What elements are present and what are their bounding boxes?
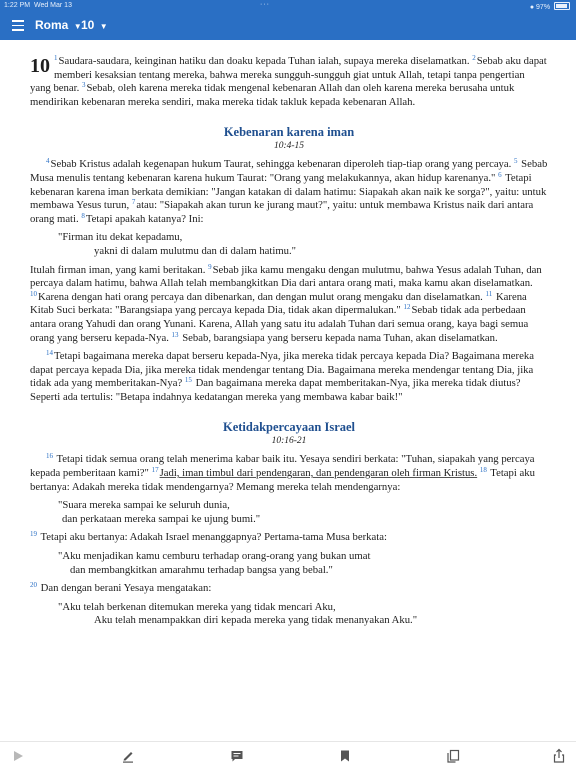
chapter-label: 10 — [81, 18, 95, 32]
verse-number[interactable]: 5 — [514, 157, 518, 166]
pencil-icon[interactable] — [120, 748, 136, 764]
verse-number[interactable]: 8 — [81, 211, 85, 220]
status-time-date: 1:22 PM Wed Mar 13 — [4, 2, 72, 9]
verse-text[interactable]: Tetapi bagaimana mereka dapat berseru kepada-Nya, jika mereka tidak percaya kepada Dia? Bagaimana mereka dapat percaya kepada Dia, jika mereka tidak mendengar tentang Dia. Bagaimana mereka mendengar tentang Dia, jika tidak ada yang memberitakan-Nya? — [30, 350, 534, 390]
multitask-dots: ··· — [260, 1, 270, 8]
paragraph — [30, 453, 548, 494]
verse-number[interactable]: 10 — [30, 289, 37, 298]
section-reference: 10:4-15 — [273, 141, 305, 152]
poetry-block — [58, 601, 548, 628]
section-heading: Kebenaran karena iman — [223, 125, 355, 140]
wifi-icon: ● — [529, 4, 535, 11]
poetry-block — [58, 231, 548, 258]
poetry-line[interactable]: "Aku telah berkenan ditemukan mereka yang tidak mencari Aku, — [58, 600, 336, 613]
share-icon[interactable] — [551, 748, 567, 764]
verse-number[interactable]: 9 — [208, 262, 212, 271]
paragraph — [30, 531, 548, 545]
verse-text[interactable]: atau: "Siapakah akan turun ke jurang maut?", yaitu: untuk membawa Kristus naik dari antara orang mati. — [30, 199, 534, 225]
verse-text[interactable]: Itulah firman iman, yang kami beritakan. — [30, 263, 206, 276]
verse-text[interactable]: Dan dengan berani Yesaya mengatakan: — [40, 582, 212, 595]
verse-number[interactable]: 7 — [131, 198, 136, 207]
status-right — [530, 2, 570, 11]
comment-icon[interactable] — [229, 748, 245, 764]
verse-number[interactable]: 15 — [184, 376, 192, 385]
verse-text[interactable]: Sebab jika kamu mengaku dengan mulutmu, bahwa Yesus adalah Tuhan, dan percaya dalam hatimu, bahwa Allah telah membangkitkan Dia dari antara orang mati, maka kamu akan diselamatkan. — [30, 263, 542, 290]
verse-text[interactable]: Saudara-saudara, keinginan hatiku dan doaku kepada Tuhan ialah, supaya mereka diselamatkan. — [58, 55, 470, 67]
verse-number[interactable]: 1 — [54, 54, 58, 62]
verse-number[interactable]: 20 — [30, 581, 37, 590]
chevron-down-icon: ▼ — [99, 22, 108, 31]
verse-text[interactable]: Dan bagaimana mereka dapat memberitakan-Nya, jika mereka tidak diutus? Seperti ada tertulis: "Betapa indahnya kedatangan mereka yang membawa kabar baik!" — [30, 377, 521, 403]
verse-number[interactable]: 18 — [479, 466, 487, 475]
chapter-selector[interactable] — [81, 18, 108, 32]
verse-number[interactable]: 6 — [498, 170, 502, 179]
verse-number[interactable]: 11 — [485, 289, 493, 298]
book-selector[interactable] — [35, 18, 82, 32]
verse-number[interactable]: 13 — [171, 330, 179, 339]
verse-text[interactable]: Sebab Musa menulis tentang kebenaran karena hukum Taurat: "Orang yang melakukannya, akan hidup karenanya." — [30, 158, 548, 184]
chapter-number: 10 — [30, 55, 50, 77]
verse-number[interactable]: 3 — [81, 81, 86, 90]
verse-text[interactable]: Tetapi tidak semua orang telah menerima kabar baik itu. Yesaya sendiri berkata: "Tuhan, siapakah yang percaya kepada pemberitaan kami?" — [30, 453, 535, 480]
verse-text[interactable]: Sebab tidak ada perbedaan antara orang Yahudi dan orang Yunani. Karena, Allah yang satu itu adalah Tuhan dari semua orang, kaya bagi semua orang yang berseru kepada-Nya. — [30, 304, 529, 344]
paragraph — [30, 582, 548, 596]
verse-text[interactable]: Tetapi apakah katanya? Ini: — [85, 212, 204, 225]
hamburger-menu-icon[interactable] — [12, 20, 24, 30]
section-heading: Ketidakpercayaan Israel — [222, 420, 356, 435]
section-reference: 10:16-21 — [271, 436, 307, 447]
verse-number[interactable]: 12 — [403, 303, 411, 312]
verse-text[interactable]: Tetapi aku bertanya: Adakah Israel menanggapnya? Pertama-tama Musa berkata: — [40, 531, 387, 544]
verse-text[interactable]: Karena Kitab Suci berkata: "Barangsiapa yang percaya kepada Dia, tidak akan dipermalukan." — [30, 290, 527, 317]
highlighted-verse-text[interactable]: Jadi, iman timbul dari pendengaran, dan pendengaran oleh firman Kristus. — [159, 467, 478, 480]
verse-number[interactable]: 17 — [151, 466, 159, 475]
chevron-down-icon: ▼ — [73, 22, 82, 31]
verse-text[interactable]: Sebab, oleh karena mereka tidak mengenal kebenaran Allah dan oleh karena mereka berusaha untuk mendirikan kebenaran mereka sendiri, maka mereka tidak takluk kepada kebenaran Allah. — [30, 82, 515, 108]
poetry-line[interactable]: dan perkataan mereka sampai ke ujung bumi." — [62, 512, 261, 525]
battery-percent: 97% — [536, 4, 551, 11]
copy-icon[interactable] — [445, 748, 461, 764]
poetry-line[interactable]: Aku telah menampakkan diri kepada mereka yang tidak menanyakan Aku." — [94, 614, 418, 627]
status-bar — [0, 0, 576, 12]
verse-text[interactable]: Sebab Kristus adalah kegenapan hukum Taurat, sehingga kebenaran diperoleh tiap-tiap orang yang percaya. — [50, 158, 512, 171]
paragraph — [30, 350, 548, 404]
poetry-line[interactable]: yakni di dalam mulutmu dan di dalam hatimu." — [94, 244, 297, 257]
poetry-line[interactable]: "Suara mereka sampai ke seluruh dunia, — [58, 499, 230, 512]
verse-text[interactable]: Sebab, barangsiapa yang berseru kepada nama Tuhan, akan diselamatkan. — [182, 331, 498, 344]
verse-number[interactable]: 4 — [46, 157, 50, 166]
play-icon[interactable] — [10, 748, 26, 764]
poetry-line[interactable]: dan membangkitkan amarahmu terhadap bangsa yang bebal." — [70, 563, 333, 576]
verse-text[interactable]: Sebab aku dapat memberi kesaksian tentang mereka, bahwa mereka sungguh-sungguh giat untuk Allah, tetapi tanpa pengertian yang benar. — [30, 55, 547, 95]
poetry-line[interactable]: "Firman itu dekat kepadamu, — [58, 231, 183, 244]
poetry-line[interactable]: "Aku menjadikan kamu cemburu terhadap orang-orang yang bukan umat — [58, 550, 371, 563]
verse-text[interactable]: Tetapi kebenaran karena iman berkata demikian: "Jangan katakan di dalam hatimu: Siapakah akan naik ke sorga?", yaitu: untuk membawa Yesus turun, — [30, 171, 547, 212]
battery-icon — [554, 2, 570, 10]
verse-number[interactable]: 14 — [46, 349, 53, 358]
bookmark-icon[interactable] — [337, 748, 353, 764]
paragraph — [30, 264, 548, 346]
poetry-block — [58, 550, 548, 577]
paragraph — [30, 55, 548, 109]
verse-text[interactable]: Karena dengan hati orang percaya dan dibenarkan, dan dengan mulut orang mengaku dan diselamatkan. — [38, 290, 483, 303]
bottom-toolbar — [0, 741, 576, 769]
nav-bar — [0, 12, 576, 40]
chapter-content — [30, 55, 548, 633]
book-label: Roma — [35, 18, 69, 32]
verse-number[interactable]: 16 — [46, 452, 53, 461]
paragraph — [30, 158, 548, 226]
verse-text[interactable]: Tetapi aku bertanya: Adakah mereka tidak mendengarnya? Memang mereka telah mendengarnya: — [30, 467, 535, 493]
poetry-block — [58, 499, 548, 526]
verse-number[interactable]: 19 — [30, 530, 37, 539]
verse-number[interactable]: 2 — [472, 54, 476, 62]
